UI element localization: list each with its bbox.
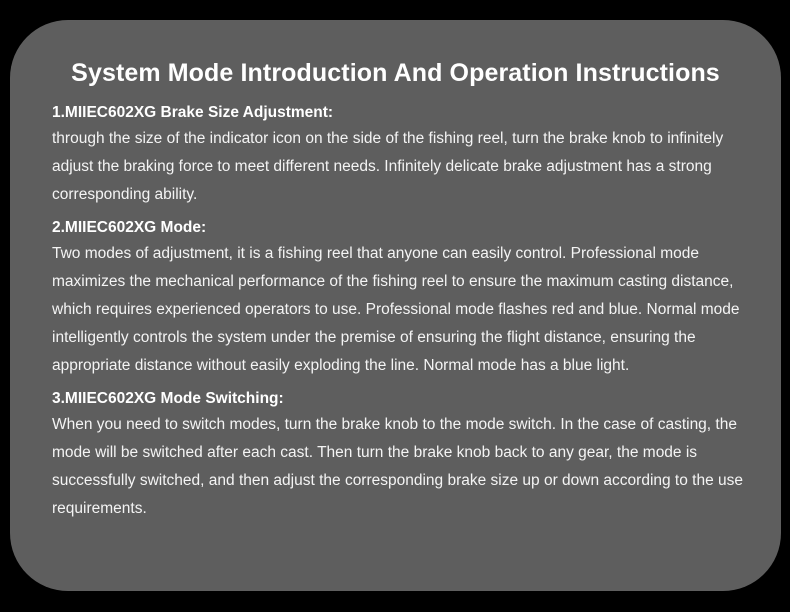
section-heading: 2.MIIEC602XG Mode:: [52, 219, 207, 236]
section-heading: 3.MIIEC602XG Mode Switching:: [52, 390, 284, 407]
section-mode: [52, 215, 751, 380]
section-mode-switching: [52, 386, 751, 523]
section-body: Two modes of adjustment, it is a fishing reel that anyone can easily control. Professional mode maximizes the mechanical performance of the fishing reel to ensure the maximum casting distance, which requires experienced operators to use. Professional mode flashes red and blue. Normal mode intelligently controls the system under the premise of ensuring the flight distance, ensuring the appropriate distance without easily exploding the line. Normal mode has a blue light.: [52, 245, 740, 374]
instructions-panel: [10, 20, 781, 591]
section-body: When you need to switch modes, turn the brake knob to the mode switch. In the case of casting, the mode will be switched after each cast. Then turn the brake knob back to any gear, the mode is successfully switched, and then adjust the corresponding brake size up or down according to the use requirements.: [52, 416, 744, 517]
section-brake-size-adjustment: [52, 100, 751, 209]
page-title: System Mode Introduction And Operation Instructions: [71, 59, 720, 87]
section-heading: 1.MIIEC602XG Brake Size Adjustment:: [52, 104, 334, 121]
section-body: through the size of the indicator icon on the side of the fishing reel, turn the brake knob to infinitely adjust the braking force to meet different needs. Infinitely delicate brake adjustment has a strong corresponding ability.: [52, 130, 724, 203]
